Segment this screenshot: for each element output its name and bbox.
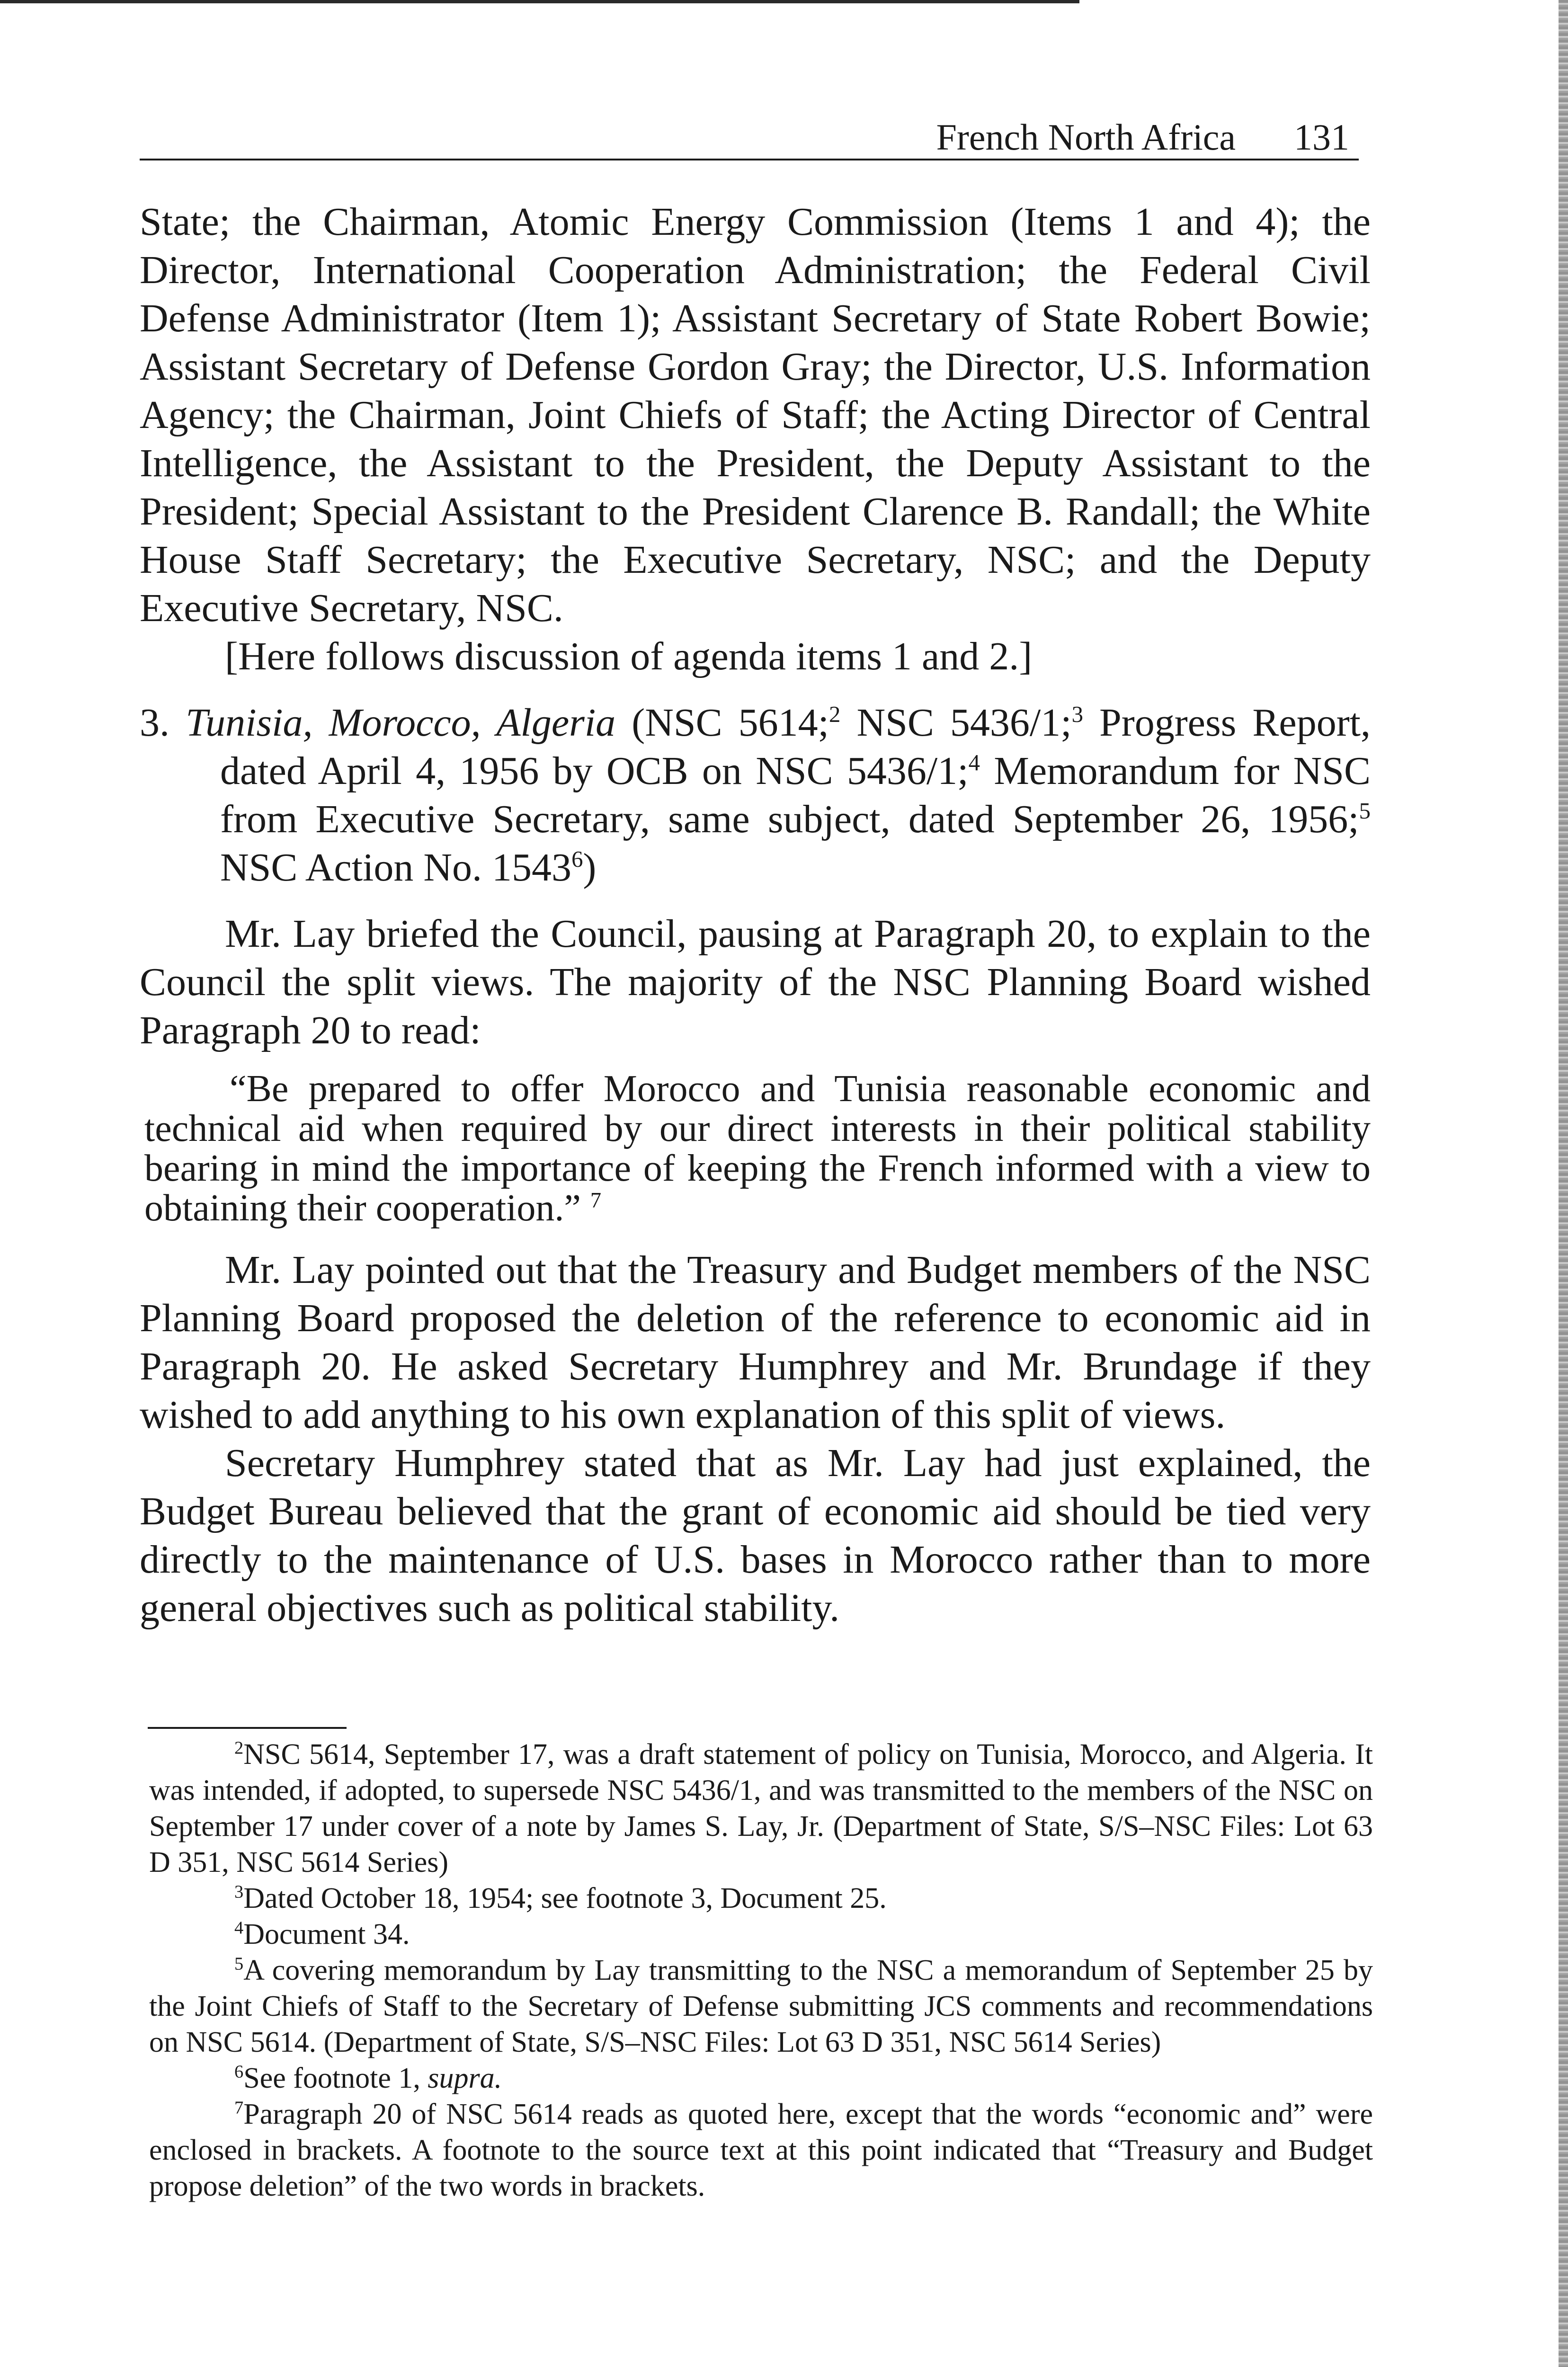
scan-top-edge [0,0,1079,3]
paragraph-attendees: State; the Chairman, Atomic Energy Commission (Items 1 and 4); the Director, International Cooperation Administration; the Federal Civil Defense Administrator (Item 1); Assistant Secretary of State Robert Bowie; Assistant Secretary of Defense Gordon Gray; the Director, U.S. Information Agency; the Chairman, Joint Chiefs of Staff; the Acting Director of Central Intelligence, the Assistant to the President, the Deputy Assistant to the President; Special Assistant to the President Clarence B. Randall; the White House Staff Secretary; the Executive Secretary, NSC; and the Deputy Executive Secretary, NSC. [140,200,1371,630]
footnote-number: 4 [234,1918,244,1938]
footnote-number: 7 [234,2098,244,2118]
footnote-divider [148,1727,347,1729]
footnote-3 [149,1880,1373,1916]
footnote-7 [149,2096,1373,2204]
quote-text: “Be prepared to offer Morocco and Tunisia reasonable economic and technical aid when required by our direct interests in their political stability bearing in mind the importance of keeping the French informed with a view to obtaining their cooperation.” [144,1068,1371,1229]
footnote-number: 6 [234,2062,244,2082]
footnote-ref: 5 [1359,798,1371,824]
footnote-5 [149,1952,1373,2060]
footnote-ref: 3 [1071,702,1083,727]
block-quote-paragraph-20 [140,1069,1371,1228]
footnote-number: 5 [234,1954,244,1974]
agenda-item-number: 3. [140,701,169,745]
footnote-italic-text: supra. [428,2062,502,2094]
running-header [140,111,1359,160]
agenda-item-ref: (NSC 5614; [632,701,829,745]
footnote-6 [149,2060,1373,2096]
agenda-item-title: Tunisia, Morocco, Algeria [186,701,616,745]
agenda-item-ref: Memorandum for NSC from Executive Secretary, same subject, dated September 26, 1956; [220,749,1371,841]
footnote-text: Paragraph 20 of NSC 5614 reads as quoted here, except that the words “economic and” were enclosed in brackets. A footnote to the source text at this point indicated that “Treasury and Budget propose deletion” of the two words in brackets. [149,2098,1373,2202]
footnote-ref: 2 [829,702,841,727]
footnote-text: See footnote 1, [243,2062,420,2094]
page-number: 131 [1294,116,1349,158]
agenda-item-ref: NSC Action No. 1543 [220,845,572,890]
scan-binding-edge [1559,0,1568,2367]
agenda-item-ref: NSC 5436/1; [856,701,1072,745]
paragraph-split-views: Mr. Lay pointed out that the Treasury and Budget members of the NSC Planning Board proposed the deletion of the reference to economic aid in Paragraph 20. He asked Secretary Humphrey and Mr. Brundage if they wished to add anything to his own explanation of this split of views. [140,1248,1371,1437]
footnote-number: 2 [234,1738,244,1758]
footnote-text: Document 34. [243,1918,410,1950]
paragraph-agenda-note: [Here follows discussion of agenda items 1 and 2.] [225,634,1033,678]
footnote-text: Dated October 18, 1954; see footnote 3, Document 25. [243,1882,887,1914]
footnote-text: A covering memorandum by Lay transmitting to the NSC a memorandum of September 25 by the Joint Chiefs of Staff to the Secretary of Defense submitting JCS comments and recommendations on NSC 5614. (Department of State, S/S–NSC Files: Lot 63 D 351, NSC 5614 Series) [149,1954,1373,2058]
paragraph-humphrey: Secretary Humphrey stated that as Mr. Lay had just explained, the Budget Bureau believed that the grant of economic aid should be tied very directly to the maintenance of U.S. bases in Morocco rather than to more general objectives such as political stability. [140,1441,1371,1630]
agenda-item-ref: ) [583,845,597,890]
agenda-item-ref: Progress Report, dated April 4, 1956 by OCB on NSC 5436/1; [220,701,1371,793]
paragraph-lay-briefing: Mr. Lay briefed the Council, pausing at Paragraph 20, to explain to the Council the split views. The majority of the NSC Planning Board wished Paragraph 20 to read: [140,912,1371,1052]
footnote-ref: 7 [590,1188,602,1213]
footnote-ref: 6 [571,846,583,872]
footnote-2 [149,1736,1373,1880]
footnote-4 [149,1916,1373,1952]
running-header-title: French North Africa [936,116,1236,158]
main-text [140,198,1371,1632]
footnote-text: NSC 5614, September 17, was a draft statement of policy on Tunisia, Morocco, and Algeria. It was intended, if adopted, to supersede NSC 5436/1, and was transmitted to the members of the NSC on September 17 under cover of a note by James S. Lay, Jr. (Department of State, S/S–NSC Files: Lot 63 D 351, NSC 5614 Series) [149,1738,1373,1878]
footnote-ref: 4 [968,750,980,775]
agenda-item-3 [140,699,1371,892]
footnote-number: 3 [234,1882,244,1902]
footnotes [149,1736,1373,2204]
